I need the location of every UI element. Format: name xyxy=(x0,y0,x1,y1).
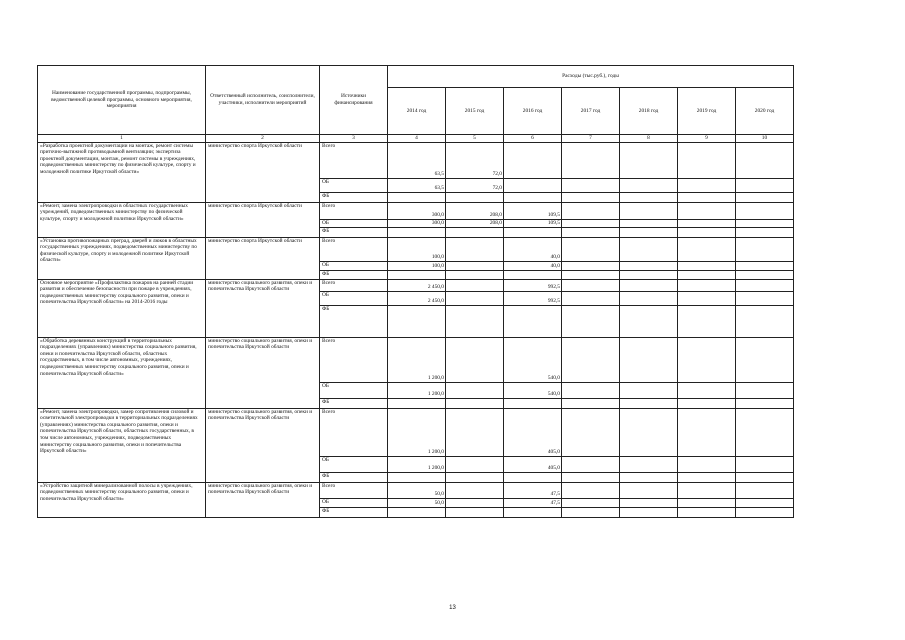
expense-value-cell xyxy=(620,498,678,507)
expense-value-cell xyxy=(736,279,794,291)
funding-source-cell: Всего xyxy=(320,337,388,382)
expense-value-cell xyxy=(620,270,678,279)
funding-source-cell: ОБ xyxy=(320,456,388,472)
expense-value-cell xyxy=(620,482,678,498)
expense-value-cell xyxy=(562,507,620,517)
page-number: 13 xyxy=(449,605,456,611)
expense-value-cell xyxy=(620,472,678,482)
expense-value-cell xyxy=(736,261,794,270)
header-executor-cell: Ответственный исполнитель, соисполнители, участники, исполнители мероприятий xyxy=(206,66,320,135)
expense-value-cell xyxy=(736,507,794,517)
budget-table xyxy=(37,65,794,518)
expense-value-cell xyxy=(678,227,736,237)
expense-value-cell xyxy=(678,482,736,498)
header-expenses-cell: Расходы (тыс.руб.), годы xyxy=(388,66,794,88)
column-number-cell: 6 xyxy=(504,135,562,143)
expense-value-cell xyxy=(736,202,794,219)
expense-value-cell xyxy=(562,305,620,337)
expense-value-cell xyxy=(678,507,736,517)
column-number-cell: 4 xyxy=(388,135,446,143)
column-number-cell: 7 xyxy=(562,135,620,143)
expense-value-cell xyxy=(678,337,736,382)
expense-value-cell xyxy=(446,261,504,270)
header-year-cell: 2019 год xyxy=(678,88,736,135)
expense-value-cell xyxy=(620,178,678,192)
expense-value-cell xyxy=(678,270,736,279)
expense-value-cell xyxy=(504,472,562,482)
funding-source-cell: Всего xyxy=(320,237,388,261)
expense-value-cell xyxy=(562,408,620,456)
funding-source-cell: ФБ xyxy=(320,192,388,202)
expense-value-cell xyxy=(562,472,620,482)
expense-value-cell xyxy=(678,202,736,219)
funding-source-cell: Всего xyxy=(320,142,388,178)
expense-value-cell xyxy=(620,279,678,291)
expense-value-cell xyxy=(620,219,678,227)
expense-value-cell xyxy=(736,337,794,382)
column-number-cell: 5 xyxy=(446,135,504,143)
header-year-cell: 2018 год xyxy=(620,88,678,135)
expense-value-cell xyxy=(562,279,620,291)
funding-source-cell: ОБ xyxy=(320,382,388,398)
expense-value-cell: 992,5 xyxy=(504,291,562,305)
table-row xyxy=(38,408,794,456)
expense-value-cell xyxy=(620,142,678,178)
header-row-top xyxy=(38,66,794,88)
activity-name-cell: «Разработка проектной документации на монтаж, ремонт системы приточно-вытяжной противодымной вентиляции; экспертиза проектной документации, монтаж, ремонт системы в учреждениях, подведомственных министерству по физической культуре, спорту и молодежной политике Иркутской области» xyxy=(38,142,206,202)
funding-source-cell: ФБ xyxy=(320,507,388,517)
expense-value-cell xyxy=(678,178,736,192)
expense-value-cell: 72,0 xyxy=(446,142,504,178)
expense-value-cell xyxy=(388,270,446,279)
expense-value-cell xyxy=(562,142,620,178)
expense-value-cell: 72,0 xyxy=(446,178,504,192)
executor-cell: министерство социального развития, опеки и попечительства Иркутской области xyxy=(206,408,320,482)
expense-value-cell: 405,0 xyxy=(504,408,562,456)
expense-value-cell xyxy=(736,219,794,227)
expense-value-cell xyxy=(736,382,794,398)
expense-value-cell xyxy=(736,408,794,456)
expense-value-cell xyxy=(388,472,446,482)
expense-value-cell xyxy=(678,279,736,291)
expense-value-cell xyxy=(388,305,446,337)
expense-value-cell xyxy=(504,142,562,178)
column-number-cell: 8 xyxy=(620,135,678,143)
column-number-cell: 3 xyxy=(320,135,388,143)
funding-source-cell: Всего xyxy=(320,482,388,498)
expense-value-cell: 109,5 xyxy=(504,219,562,227)
expense-value-cell: 47,5 xyxy=(504,482,562,498)
executor-cell: министерство социального развития, опеки и попечительства Иркутской области xyxy=(206,482,320,517)
expense-value-cell xyxy=(504,507,562,517)
executor-cell: министерство спорта Иркутской области xyxy=(206,142,320,202)
expense-value-cell xyxy=(620,507,678,517)
activity-name-cell: «Ремонт, замена электропроводки в областных государственных учреждений, подведомственных министерству по физической культуре, спорту и молодежной политики Иркутской области» xyxy=(38,202,206,237)
expense-value-cell xyxy=(736,192,794,202)
expense-value-cell: 208,0 xyxy=(446,202,504,219)
header-sources-cell: Источники финансирования xyxy=(320,66,388,135)
funding-source-cell: ФБ xyxy=(320,270,388,279)
expense-value-cell xyxy=(678,456,736,472)
expense-value-cell xyxy=(446,192,504,202)
expense-value-cell xyxy=(446,382,504,398)
expense-value-cell: 208,0 xyxy=(446,219,504,227)
funding-source-cell: ОБ xyxy=(320,178,388,192)
expense-value-cell: 992,5 xyxy=(504,279,562,291)
expense-value-cell xyxy=(678,305,736,337)
table-row xyxy=(38,337,794,382)
expense-value-cell xyxy=(562,178,620,192)
expense-value-cell xyxy=(562,261,620,270)
expense-value-cell xyxy=(736,472,794,482)
table-row xyxy=(38,482,794,498)
expense-value-cell xyxy=(678,291,736,305)
expense-value-cell: 40,0 xyxy=(504,261,562,270)
expense-value-cell xyxy=(736,178,794,192)
expense-value-cell xyxy=(620,227,678,237)
expense-value-cell xyxy=(562,498,620,507)
expense-value-cell xyxy=(678,382,736,398)
expense-value-cell xyxy=(504,305,562,337)
executor-cell: министерство спорта Иркутской области xyxy=(206,237,320,279)
funding-source-cell: ФБ xyxy=(320,398,388,408)
column-number-cell: 10 xyxy=(736,135,794,143)
funding-source-cell: ОБ xyxy=(320,219,388,227)
funding-source-cell: ФБ xyxy=(320,305,388,337)
expense-value-cell xyxy=(620,291,678,305)
expense-value-cell xyxy=(446,456,504,472)
expense-value-cell: 109,5 xyxy=(504,202,562,219)
header-name-cell: Наименование государственной программы, подпрограммы, ведомственной целевой программы, основного мероприятия, мероприятия xyxy=(38,66,206,135)
header-year-cell: 2015 год xyxy=(446,88,504,135)
expense-value-cell xyxy=(504,192,562,202)
executor-cell: министерство социального развития, опеки и попечительства Иркутской области xyxy=(206,279,320,337)
expense-value-cell xyxy=(620,237,678,261)
funding-source-cell: Всего xyxy=(320,202,388,219)
funding-source-cell: Всего xyxy=(320,408,388,456)
funding-source-cell: ОБ xyxy=(320,261,388,270)
table-body xyxy=(38,66,794,518)
expense-value-cell xyxy=(620,408,678,456)
expense-value-cell xyxy=(388,227,446,237)
activity-name-cell: Основное мероприятие «Профилактика пожаров на ранней стадии развития и обеспечение безопасности при пожаре в учреждениях, подведомственных министерству социального развития, опеки и попечительства Иркутской области» на 2014-2016 годы xyxy=(38,279,206,337)
expense-value-cell xyxy=(446,482,504,498)
expense-value-cell xyxy=(620,202,678,219)
funding-source-cell: ОБ xyxy=(320,498,388,507)
expense-value-cell xyxy=(504,398,562,408)
expense-value-cell: 2 450,0 xyxy=(388,291,446,305)
column-number-cell: 1 xyxy=(38,135,206,143)
table-row xyxy=(38,279,794,291)
header-year-cell: 2020 год xyxy=(736,88,794,135)
expense-value-cell: 540,0 xyxy=(504,337,562,382)
expense-value-cell xyxy=(446,498,504,507)
expense-value-cell xyxy=(388,507,446,517)
expense-value-cell xyxy=(620,192,678,202)
activity-name-cell: «Ремонт, замена электропроводки, замер сопротивления силовой и осветительной электропроводки в территориальных подразделениях (управлениях) министерства социального развития, опеки и попечительства Иркутской области, областных государственных, в том числе автономных, учреждениях, подведомственных министерству социального развития, опеки и попечительства Иркутской области» xyxy=(38,408,206,482)
funding-source-cell: ФБ xyxy=(320,227,388,237)
expense-value-cell xyxy=(562,291,620,305)
expense-value-cell xyxy=(678,261,736,270)
expense-value-cell xyxy=(388,192,446,202)
table-row xyxy=(38,237,794,261)
expense-value-cell xyxy=(620,337,678,382)
expense-value-cell xyxy=(620,305,678,337)
expense-value-cell: 40,0 xyxy=(504,237,562,261)
funding-source-cell: ОБ xyxy=(320,291,388,305)
expense-value-cell xyxy=(678,398,736,408)
expense-value-cell xyxy=(562,456,620,472)
expense-value-cell xyxy=(736,237,794,261)
expense-value-cell xyxy=(446,270,504,279)
expense-value-cell xyxy=(446,279,504,291)
expense-value-cell xyxy=(620,398,678,408)
expense-value-cell xyxy=(562,382,620,398)
expense-value-cell xyxy=(678,192,736,202)
expense-value-cell xyxy=(562,398,620,408)
expense-value-cell xyxy=(562,237,620,261)
expense-value-cell xyxy=(678,472,736,482)
header-year-cell: 2016 год xyxy=(504,88,562,135)
expense-value-cell xyxy=(736,142,794,178)
expense-value-cell xyxy=(446,337,504,382)
activity-name-cell: «Обработка деревянных конструкций в территориальных подразделениях (управлениях) министерства социального развития, опеки и попечительства Иркутской области, областных государственных, в том числе автономных, учреждениях, подведомственных министерству социального развития, опеки и попечительства Иркутской области» xyxy=(38,337,206,408)
expense-value-cell: 405,0 xyxy=(504,456,562,472)
expense-value-cell xyxy=(562,219,620,227)
expense-value-cell xyxy=(562,227,620,237)
expense-value-cell xyxy=(446,237,504,261)
expense-value-cell xyxy=(446,227,504,237)
expense-value-cell xyxy=(736,270,794,279)
expense-value-cell xyxy=(446,408,504,456)
expense-value-cell xyxy=(504,227,562,237)
expense-value-cell xyxy=(736,227,794,237)
column-number-row xyxy=(38,135,794,143)
expense-value-cell xyxy=(504,270,562,279)
column-number-cell: 2 xyxy=(206,135,320,143)
executor-cell: министерство социального развития, опеки и попечительства Иркутской области xyxy=(206,337,320,408)
expense-value-cell: 50,0 xyxy=(388,482,446,498)
executor-cell: министерство спорта Иркутской области xyxy=(206,202,320,237)
expense-value-cell: 100,0 xyxy=(388,261,446,270)
expense-value-cell xyxy=(562,337,620,382)
expense-value-cell xyxy=(446,305,504,337)
expense-value-cell xyxy=(736,456,794,472)
expense-value-cell: 100,0 xyxy=(388,237,446,261)
expense-value-cell: 540,0 xyxy=(504,382,562,398)
expense-value-cell: 63,5 xyxy=(388,142,446,178)
expense-value-cell xyxy=(562,270,620,279)
expense-value-cell xyxy=(736,305,794,337)
expense-value-cell xyxy=(736,498,794,507)
expense-value-cell: 1 200,0 xyxy=(388,408,446,456)
expense-value-cell xyxy=(562,192,620,202)
expense-value-cell xyxy=(562,202,620,219)
expense-value-cell xyxy=(446,472,504,482)
expense-value-cell: 47,5 xyxy=(504,498,562,507)
expense-value-cell xyxy=(620,382,678,398)
expense-value-cell xyxy=(562,482,620,498)
header-year-cell: 2017 год xyxy=(562,88,620,135)
expense-value-cell xyxy=(388,398,446,408)
expense-value-cell xyxy=(620,261,678,270)
expense-value-cell xyxy=(678,219,736,227)
expense-value-cell: 1 200,0 xyxy=(388,456,446,472)
expense-value-cell xyxy=(504,178,562,192)
expense-value-cell: 1 200,0 xyxy=(388,337,446,382)
expense-value-cell: 63,5 xyxy=(388,178,446,192)
expense-value-cell: 2 450,0 xyxy=(388,279,446,291)
expense-value-cell xyxy=(736,398,794,408)
expense-value-cell xyxy=(446,398,504,408)
expense-value-cell: 300,0 xyxy=(388,219,446,227)
expense-value-cell xyxy=(736,482,794,498)
funding-source-cell: Всего xyxy=(320,279,388,291)
header-year-cell: 2014 год xyxy=(388,88,446,135)
expense-value-cell xyxy=(678,142,736,178)
activity-name-cell: «Установка противопожарных преград, дверей и люков в областных государственных учреждениях, подведомственных министерству по физической культуре, спорту и молодежной политике Иркутской области» xyxy=(38,237,206,279)
expense-value-cell xyxy=(736,291,794,305)
expense-value-cell: 300,0 xyxy=(388,202,446,219)
expense-value-cell xyxy=(678,498,736,507)
column-number-cell: 9 xyxy=(678,135,736,143)
table-row xyxy=(38,142,794,178)
expense-value-cell xyxy=(446,291,504,305)
table-row xyxy=(38,202,794,219)
expense-value-cell xyxy=(446,507,504,517)
expense-value-cell xyxy=(678,408,736,456)
expense-value-cell xyxy=(678,237,736,261)
expense-value-cell: 1 200,0 xyxy=(388,382,446,398)
activity-name-cell: «Устройство защитной минерализованной полосы в учреждениях, подведомственных министерству социального развития, опеки и попечительства Иркутской области» xyxy=(38,482,206,517)
funding-source-cell: ФБ xyxy=(320,472,388,482)
expense-value-cell: 50,0 xyxy=(388,498,446,507)
expense-value-cell xyxy=(620,456,678,472)
